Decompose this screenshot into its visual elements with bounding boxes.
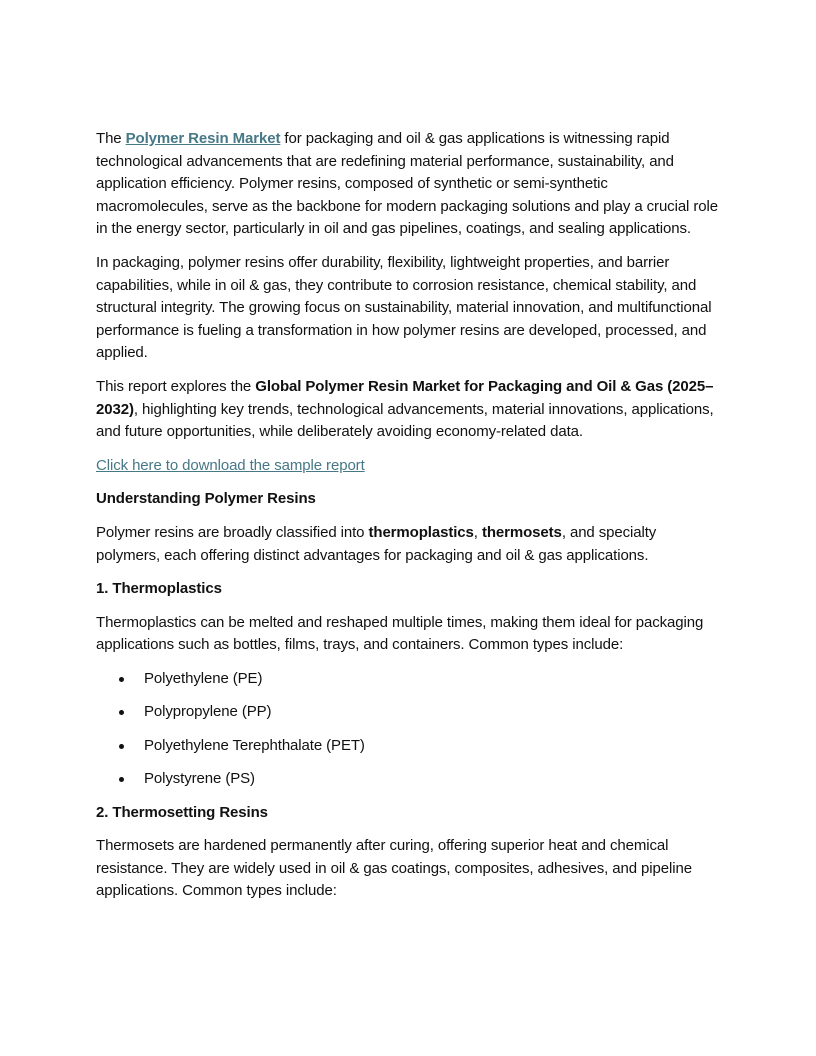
bullet-icon: [119, 677, 124, 682]
thermosetting-heading: 2. Thermosetting Resins: [96, 803, 268, 821]
thermoplastics-paragraph: Thermoplastics can be melted and reshaped multiple times, making them ideal for packaging applications such as bottles, films, trays, and containers. Common types include:: [96, 613, 704, 654]
download-sample-link[interactable]: Click here to download the sample report: [96, 456, 365, 474]
bullet-icon: [119, 744, 124, 749]
thermosetting-paragraph: Thermosets are hardened permanently after curing, offering superior heat and chemical resistance. They are widely used in oil & gas coatings, composites, adhesives, and pipeline applications. Common types include:: [96, 837, 692, 900]
classification-paragraph: [96, 522, 722, 567]
report-title-bold: Global Polymer Resin Market for Packaging and Oil & Gas (2025–2032): [96, 377, 714, 418]
list-item: [96, 735, 722, 758]
list-item-text: Polyethylene (PE): [144, 669, 263, 687]
classification-suffix: , and specialty polymers, each offering distinct advantages for packaging and oil & gas applications.: [96, 523, 657, 564]
thermosets-bold: thermosets: [481, 523, 562, 541]
list-item: [96, 701, 722, 724]
report-scope-paragraph: [96, 376, 722, 444]
list-item: [96, 668, 722, 691]
thermoplastics-bold: thermoplastics: [368, 523, 474, 541]
packaging-paragraph: In packaging, polymer resins offer durability, flexibility, lightweight properties, and barrier capabilities, while in oil & gas, they contribute to corrosion resistance, chemical stability, and structural integrity. The growing focus on sustainability, material innovation, and multifunctional performance is fueling a transformation in how polymer resins are developed, processed, and applied.: [96, 253, 712, 362]
list-item-text: Polystyrene (PS): [144, 770, 255, 788]
intro-paragraph: [96, 128, 722, 241]
classification-prefix: Polymer resins are broadly classified into: [96, 523, 369, 541]
thermoplastics-list: [96, 668, 722, 791]
list-item: [96, 768, 722, 791]
list-item-text: Polypropylene (PP): [144, 703, 272, 721]
report-scope-prefix: This report explores the: [96, 377, 256, 395]
download-paragraph: [96, 455, 722, 478]
bullet-icon: [119, 777, 124, 782]
intro-suffix: for packaging and oil & gas applications is witnessing rapid technological advancements that are redefining material performance, sustainability, and application efficiency. Polymer resins, composed of synthetic or semi-synthetic macromolecules, serve as the backbone for modern packaging solutions and play a crucial role in the energy sector, particularly in oil and gas pipelines, coatings, and sealing applications.: [96, 130, 718, 238]
understanding-heading: Understanding Polymer Resins: [96, 490, 316, 508]
list-item-text: Polyethylene Terephthalate (PET): [144, 736, 365, 754]
intro-prefix: The: [96, 130, 126, 147]
document-page: [96, 128, 722, 914]
report-scope-suffix: , highlighting key trends, technological advancements, material innovations, applications, and future opportunities, while deliberately avoiding economy-related data.: [96, 400, 714, 441]
polymer-resin-market-link[interactable]: Polymer Resin Market: [125, 130, 281, 147]
thermoplastics-heading: 1. Thermoplastics: [96, 580, 222, 598]
classification-comma: ,: [473, 523, 482, 541]
bullet-icon: [119, 710, 124, 715]
